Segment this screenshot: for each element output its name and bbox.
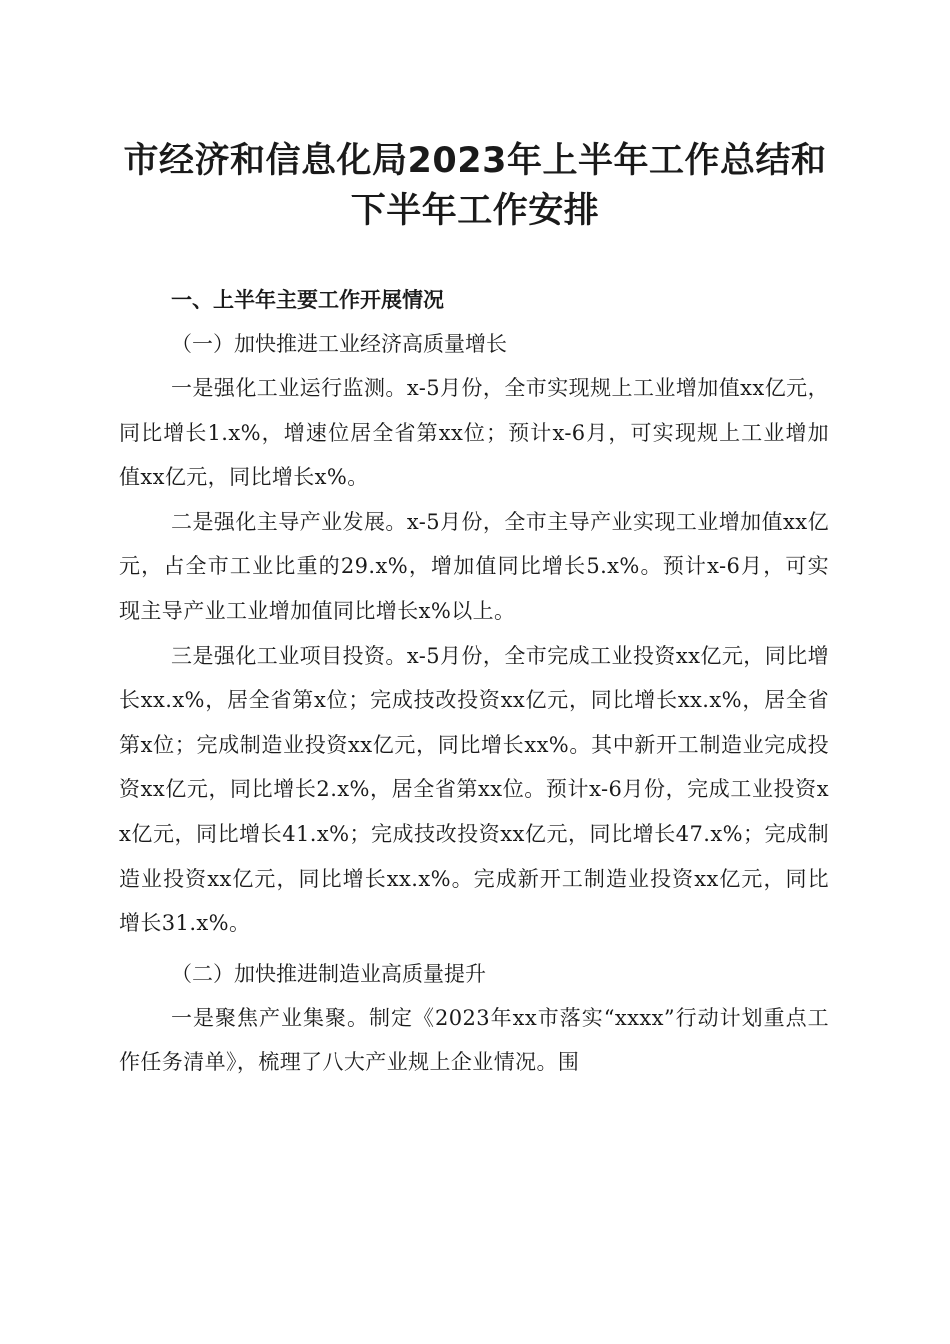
- paragraph: 三是强化工业项目投资。x-5月份，全市完成工业投资xx亿元，同比增长xx.x%，居全省第x位；完成技改投资xx亿元，同比增长xx.x%，居全省第x位；完成制造业投资xx亿元，同比增长xx%。其中新开工制造业完成投资xx亿元，同比增长2.x%，居全省第xx位。预计x-6月份，完成工业投资xx亿元，同比增长41.x%；完成技改投资xx亿元，同比增长47.x%；完成制造业投资xx亿元，同比增长xx.x%。完成新开工制造业投资xx亿元，同比增长31.x%。: [119, 643, 829, 936]
- paragraph: 一是聚焦产业集聚。制定《2023年xx市落实“xxxx”行动计划重点工作任务清单》，梳理了八大产业规上企业情况。围: [119, 1005, 829, 1075]
- document-title: [100, 136, 850, 236]
- document-title-line-1: 市经济和信息化局2023年上半年工作总结和: [123, 141, 827, 181]
- subsection-heading: （二）加快推进制造业高质量提升: [171, 961, 486, 986]
- paragraph: 二是强化主导产业发展。x-5月份，全市主导产业实现工业增加值xx亿元，占全市工业比重的29.x%，增加值同比增长5.x%。预计x-6月，可实现主导产业工业增加值同比增长x%以上。: [119, 509, 829, 623]
- document-title-line-2: 下半年工作安排: [350, 191, 600, 231]
- section-heading: 一、上半年主要工作开展情况: [171, 288, 444, 312]
- subsection-heading: （一）加快推进工业经济高质量增长: [171, 332, 507, 356]
- paragraph: 一是强化工业运行监测。x-5月份，全市实现规上工业增加值xx亿元，同比增长1.x%，增速位居全省第xx位；预计x-6月，可实现规上工业增加值xx亿元，同比增长x%。: [119, 376, 829, 490]
- document-body: [119, 278, 829, 1085]
